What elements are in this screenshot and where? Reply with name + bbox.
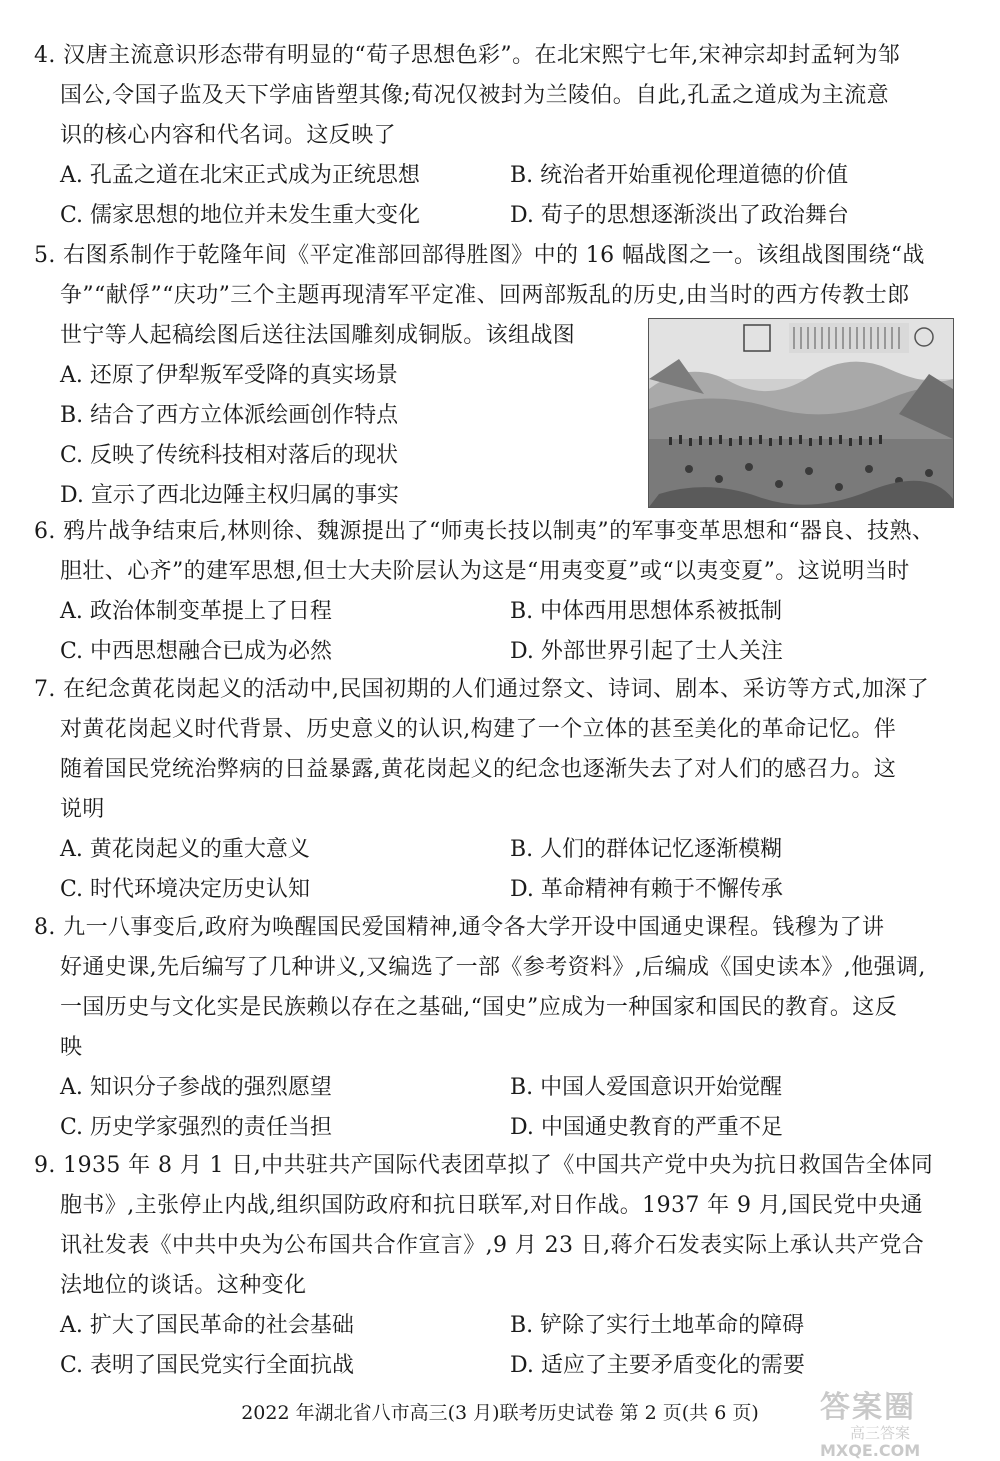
option-d: D. 荀子的思想逐渐淡出了政治舞台 bbox=[510, 203, 849, 228]
option-row bbox=[34, 196, 954, 236]
question-stem-line: 9. 1935 年 8 月 1 日,中共驻共产国际代表团草拟了《中国共产党中央为抗日救国告全体同 bbox=[34, 1153, 934, 1178]
option-a: A. 政治体制变革提上了日程 bbox=[60, 599, 332, 624]
question-stem-line: 一国历史与文化实是民族赖以存在之基础,“国史”应成为一种国家和国民的教育。这反 bbox=[60, 995, 898, 1020]
option-row bbox=[34, 1068, 954, 1108]
option-b: B. 中体西用思想体系被抵制 bbox=[510, 599, 783, 624]
option-d: D. 中国通史教育的严重不足 bbox=[510, 1115, 783, 1140]
question-4 bbox=[34, 36, 954, 236]
painting-illustration bbox=[649, 319, 953, 507]
question-stem-line: 映 bbox=[60, 1035, 83, 1060]
option-c: C. 表明了国民党实行全面抗战 bbox=[60, 1353, 355, 1378]
option-row bbox=[34, 830, 954, 870]
option-row bbox=[34, 1346, 954, 1386]
option-row bbox=[34, 156, 954, 196]
question-stem-line: 胆壮、心齐”的建军思想,但士大夫阶层认为这是“用夷变夏”或“以夷变夏”。这说明当时 bbox=[60, 559, 910, 584]
question-stem-line: 识的核心内容和代名词。这反映了 bbox=[60, 123, 397, 148]
option-row bbox=[34, 1108, 954, 1148]
question-stem-line: 8. 九一八事变后,政府为唤醒国民爱国精神,通令各大学开设中国通史课程。钱穆为了讲 bbox=[34, 915, 885, 940]
option-row bbox=[34, 592, 954, 632]
option-c: C. 历史学家强烈的责任当担 bbox=[60, 1115, 333, 1140]
question-7 bbox=[34, 670, 954, 910]
option-a: A. 还原了伊犁叛军受降的真实场景 bbox=[60, 363, 398, 388]
question-9 bbox=[34, 1146, 954, 1386]
option-a: A. 孔孟之道在北宋正式成为正统思想 bbox=[60, 163, 420, 188]
option-a: A. 知识分子参战的强烈愿望 bbox=[60, 1075, 332, 1100]
option-d: D. 适应了主要矛盾变化的需要 bbox=[510, 1353, 805, 1378]
option-c: C. 反映了传统科技相对落后的现状 bbox=[60, 443, 399, 468]
watermark-subtitle: 高三答案 bbox=[850, 1424, 911, 1442]
question-6 bbox=[34, 512, 954, 672]
question-stem-line: 7. 在纪念黄花岗起义的活动中,民国初期的人们通过祭文、诗词、剧本、采访等方式,加深了 bbox=[34, 677, 930, 702]
option-row bbox=[34, 870, 954, 910]
option-d: D. 宣示了西北边陲主权归属的事实 bbox=[60, 483, 399, 508]
question-stem-line: 国公,令国子监及天下学庙皆塑其像;荀况仅被封为兰陵伯。自此,孔孟之道成为主流意 bbox=[60, 83, 890, 108]
option-row bbox=[34, 632, 954, 672]
question-stem-line: 说明 bbox=[60, 797, 105, 822]
question-stem-line: 争”“献俘”“庆功”三个主题再现清军平定准、回两部叛乱的历史,由当时的西方传教士郎 bbox=[60, 283, 910, 308]
site-watermark bbox=[820, 1392, 990, 1458]
question-stem-line: 法地位的谈话。这种变化 bbox=[60, 1273, 307, 1298]
option-a: A. 扩大了国民革命的社会基础 bbox=[60, 1313, 354, 1338]
question-stem-line: 随着国民党统治弊病的日益暴露,黄花岗起义的纪念也逐渐失去了对人们的感召力。这 bbox=[60, 757, 897, 782]
question-stem-line: 对黄花岗起义时代背景、历史意义的认识,构建了一个立体的甚至美化的革命记忆。伴 bbox=[60, 717, 897, 742]
option-b: B. 结合了西方立体派绘画创作特点 bbox=[60, 403, 399, 428]
battle-painting-image bbox=[648, 318, 954, 508]
option-b: B. 统治者开始重视伦理道德的价值 bbox=[510, 163, 849, 188]
question-stem-line: 讯社发表《中共中央为公布国共合作宣言》,9 月 23 日,蒋介石发表实际上承认共产党合 bbox=[60, 1233, 925, 1258]
option-d: D. 外部世界引起了士人关注 bbox=[510, 639, 783, 664]
question-stem-line: 4. 汉唐主流意识形态带有明显的“荀子思想色彩”。在北宋熙宁七年,宋神宗却封孟轲为邹 bbox=[34, 43, 901, 68]
option-row bbox=[34, 1306, 954, 1346]
question-8 bbox=[34, 908, 954, 1148]
question-stem-line: 6. 鸦片战争结束后,林则徐、魏源提出了“师夷长技以制夷”的军事变革思想和“器良、技熟、 bbox=[34, 519, 935, 544]
option-c: C. 时代环境决定历史认知 bbox=[60, 877, 311, 902]
question-stem-line: 世宁等人起稿绘图后送往法国雕刻成铜版。该组战图 bbox=[60, 323, 576, 348]
option-c: C. 中西思想融合已成为必然 bbox=[60, 639, 333, 664]
page-footer: 2022 年湖北省八市高三(3 月)联考历史试卷 第 2 页(共 6 页) bbox=[241, 1402, 759, 1424]
option-a: A. 黄花岗起义的重大意义 bbox=[60, 837, 310, 862]
question-stem-line: 好通史课,先后编写了几种讲义,又编选了一部《参考资料》,后编成《国史读本》,他强调, bbox=[60, 955, 926, 980]
option-b: B. 铲除了实行土地革命的障碍 bbox=[510, 1313, 805, 1338]
option-d: D. 革命精神有赖于不懈传承 bbox=[510, 877, 783, 902]
watermark-url: MXQE.COM bbox=[820, 1441, 921, 1460]
watermark-logo-text: 答案圈 bbox=[820, 1390, 916, 1425]
option-b: B. 中国人爱国意识开始觉醒 bbox=[510, 1075, 783, 1100]
question-stem-line: 5. 右图系制作于乾隆年间《平定准部回部得胜图》中的 16 幅战图之一。该组战图围绕“战 bbox=[34, 243, 925, 268]
question-stem-line: 胞书》,主张停止内战,组织国防政府和抗日联军,对日作战。1937 年 9 月,国民党中央通 bbox=[60, 1193, 923, 1218]
option-c: C. 儒家思想的地位并未发生重大变化 bbox=[60, 203, 421, 228]
option-b: B. 人们的群体记忆逐渐模糊 bbox=[510, 837, 783, 862]
